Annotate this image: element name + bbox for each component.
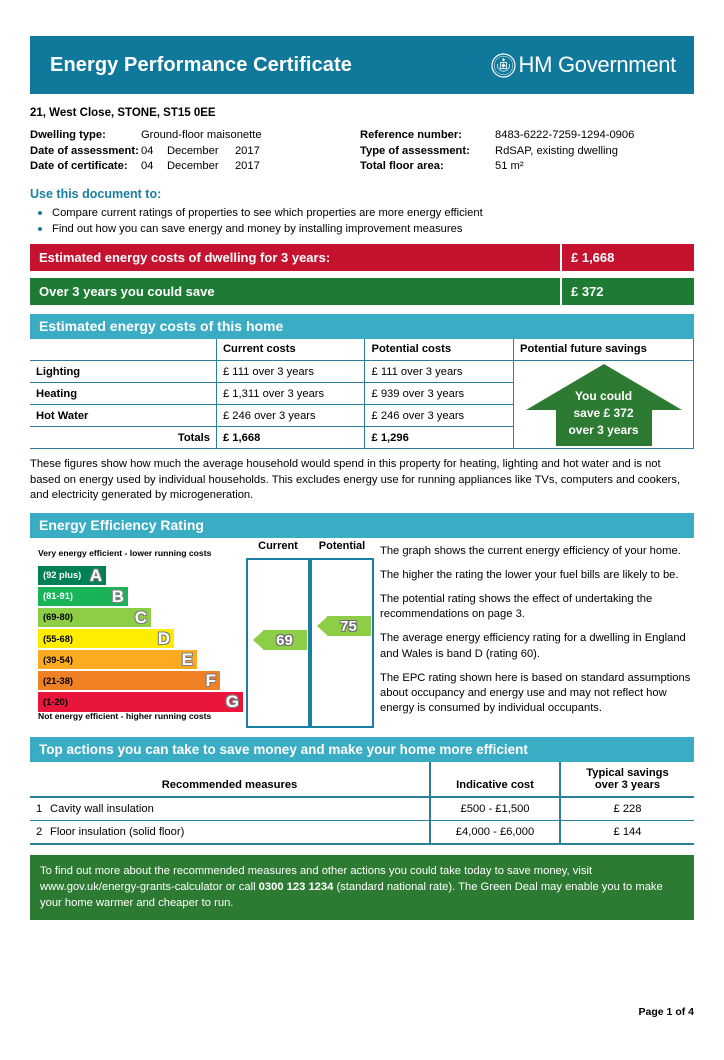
date-of-assessment-value	[141, 144, 260, 160]
assessment-month: December	[166, 144, 219, 157]
band-range-d: (55-68)	[43, 633, 73, 644]
row-label-lighting: Lighting	[30, 361, 216, 383]
row-label-heating: Heating	[30, 383, 216, 405]
recommendation-measure	[30, 820, 430, 844]
eer-explanation	[374, 540, 694, 728]
savings-line-1: You could	[574, 388, 633, 403]
total-floor-area-label: Total floor area:	[360, 160, 444, 172]
band-letter-f: F	[205, 671, 216, 691]
band-letter-a: A	[89, 565, 102, 585]
could-save-value: £ 372	[560, 278, 694, 305]
eer-paragraph: The higher the rating the lower your fuel bills are likely to be.	[380, 568, 679, 581]
estimated-cost-banner	[30, 244, 694, 271]
recommendation-savings: £ 228	[560, 797, 694, 821]
details-left-values	[141, 128, 360, 175]
band-letter-b: B	[111, 586, 124, 606]
reference-number-label: Reference number:	[360, 129, 462, 141]
eer-paragraph: The graph shows the current energy efficiency of your home.	[380, 544, 681, 557]
potential-rating-value: 75	[340, 617, 357, 635]
heating-potential-cost: £ 939 over 3 years	[365, 383, 514, 405]
rating-band-d	[38, 629, 174, 649]
hm-government-text: HM Government	[518, 52, 676, 77]
green-box-part1: To find out more about the recommended measures and other actions you could take today to save money, visit www.gov.uk/energy-grants-calculator or call	[40, 864, 593, 893]
royal-arms-crest-icon	[491, 53, 516, 78]
col-header-potential-costs: Potential costs	[365, 339, 514, 361]
rating-band-c	[38, 608, 151, 628]
band-letter-d: D	[157, 629, 170, 649]
recommendation-cost: £4,000 - £6,000	[430, 820, 560, 844]
recommendation-measure	[30, 797, 430, 821]
details-right-column	[360, 128, 634, 175]
use-document-list	[30, 205, 694, 237]
date-of-assessment-label: Date of assessment:	[30, 144, 139, 157]
col-header-blank	[30, 339, 216, 361]
row-label-hot-water: Hot Water	[30, 405, 216, 427]
eer-section	[30, 540, 694, 728]
green-box-phone: 0300 123 1234	[258, 880, 334, 893]
rating-column-headers	[246, 540, 374, 558]
certificate-day: 04	[140, 160, 154, 172]
lighting-potential-cost: £ 111 over 3 years	[365, 361, 514, 383]
band-range-a: (92 plus)	[43, 570, 82, 581]
hm-government-logo	[491, 52, 676, 78]
col-header-current-costs: Current costs	[216, 339, 365, 361]
eer-paragraph: The average energy efficiency rating for a dwelling in England and Wales is band D (rating 60).	[380, 632, 686, 660]
rating-band-g	[38, 692, 243, 712]
date-of-certificate-label: Date of certificate:	[30, 160, 128, 172]
lighting-current-cost: £ 111 over 3 years	[216, 361, 365, 383]
estimated-cost-value: £ 1,668	[560, 244, 694, 271]
green-deal-box	[30, 855, 694, 920]
col-header-potential-savings: Potential future savings	[514, 339, 694, 361]
heating-current-cost: £ 1,311 over 3 years	[216, 383, 365, 405]
details-left-column	[30, 128, 360, 175]
page-header	[30, 36, 694, 94]
hotwater-current-cost: £ 246 over 3 years	[216, 405, 365, 427]
estimated-cost-label: Estimated energy costs of dwelling for 3 years:	[30, 244, 560, 271]
property-details	[30, 128, 694, 175]
dwelling-type-value: Ground-floor maisonette	[140, 129, 262, 141]
list-item: Find out how you can save energy and money by installing improvement measures	[30, 221, 694, 237]
band-range-g: (1-20)	[43, 696, 68, 707]
current-rating-value: 69	[276, 631, 293, 649]
column-header-current: Current	[258, 539, 298, 552]
use-document-heading: Use this document to:	[30, 186, 162, 201]
savings-house-graphic	[524, 362, 684, 448]
recommendation-cost: £500 - £1,500	[430, 797, 560, 821]
column-header-potential: Potential	[318, 539, 366, 552]
band-range-b: (81-91)	[43, 591, 73, 602]
totals-label: Totals	[30, 427, 216, 449]
epc-page	[0, 36, 724, 1060]
savings-header-line2: over 3 years	[594, 778, 661, 791]
chart-caption-bottom: Not energy efficient - higher running costs	[38, 710, 212, 721]
band-letter-c: C	[134, 607, 147, 627]
green-box-part2: (standard national rate). The Green Deal may enable you to make your home warmer and cheaper to run.	[40, 880, 663, 909]
eer-section-title: Energy Efficiency Rating	[30, 513, 694, 538]
recommendations-table	[30, 762, 694, 845]
eer-chart-box	[30, 540, 374, 728]
rating-bands	[38, 566, 243, 714]
energy-costs-table	[30, 339, 694, 450]
current-rating-cell	[246, 558, 310, 728]
potential-rating-cell	[310, 558, 374, 728]
band-letter-e: E	[181, 650, 193, 670]
could-save-label: Over 3 years you could save	[30, 278, 560, 305]
band-range-c: (69-80)	[43, 612, 73, 623]
date-of-certificate-value	[141, 159, 260, 175]
rating-band-b	[38, 587, 128, 607]
costs-note: These figures show how much the average household would spend in this property for heating, lighting and hot water and is not based on energy used by individual households. This excludes energy use for running appliances like TVs, computers and cookers, and electricity generated by microgeneration.	[30, 458, 681, 501]
details-left-labels	[30, 128, 141, 175]
eer-chart	[30, 540, 374, 728]
savings-line-2: save £ 372	[573, 405, 634, 420]
recommendation-number: 1	[36, 802, 43, 815]
rating-band-f	[38, 671, 220, 691]
total-floor-area-value: 51 m²	[495, 160, 524, 172]
table-row	[30, 361, 694, 383]
property-address: 21, West Close, STONE, ST15 0EE	[30, 107, 216, 119]
list-item: Compare current ratings of properties to see which properties are more energy efficient	[30, 205, 694, 221]
band-letter-g: G	[225, 692, 239, 712]
could-save-banner	[30, 278, 694, 305]
savings-header-line1: Typical savings	[586, 766, 669, 779]
savings-house-text	[524, 388, 684, 439]
recommendations-section-title: Top actions you can take to save money and make your home more efficient	[30, 737, 694, 762]
recommendation-measure-text: Floor insulation (solid floor)	[50, 825, 185, 838]
assessment-day: 04	[140, 144, 154, 157]
col-header-measures: Recommended measures	[30, 762, 430, 797]
page-footer: Page 1 of 4	[638, 1006, 694, 1018]
dwelling-type-label: Dwelling type:	[30, 129, 106, 141]
totals-current: £ 1,668	[216, 427, 365, 449]
reference-number-value: 8483-6222-7259-1294-0906	[495, 129, 635, 141]
eer-paragraph: The potential rating shows the effect of undertaking the recommendations on page 3.	[380, 592, 653, 621]
col-header-typical-savings	[560, 762, 694, 797]
current-rating-marker	[253, 627, 307, 653]
certificate-month: December	[166, 160, 219, 172]
type-of-assessment-label: Type of assessment:	[360, 144, 470, 157]
potential-rating-marker	[317, 613, 371, 639]
table-row	[30, 797, 694, 821]
type-of-assessment-value: RdSAP, existing dwelling	[495, 144, 618, 157]
band-range-e: (39-54)	[43, 654, 73, 665]
table-header-row	[30, 339, 694, 361]
details-right-values	[495, 128, 634, 175]
band-range-f: (21-38)	[43, 675, 73, 686]
assessment-year: 2017	[234, 144, 260, 157]
totals-potential: £ 1,296	[365, 427, 514, 449]
recommendation-measure-text: Cavity wall insulation	[50, 802, 154, 815]
rating-band-a	[38, 566, 106, 586]
rating-column-body	[246, 558, 374, 728]
rating-columns	[246, 540, 374, 728]
costs-section-title: Estimated energy costs of this home	[30, 314, 694, 339]
details-right-labels	[360, 128, 495, 175]
rating-band-e	[38, 650, 197, 670]
recommendation-savings: £ 144	[560, 820, 694, 844]
col-header-indicative-cost: Indicative cost	[430, 762, 560, 797]
potential-savings-cell	[514, 361, 694, 449]
page-title: Energy Performance Certificate	[50, 53, 353, 76]
eer-paragraph: The EPC rating shown here is based on standard assumptions about occupancy and energy use and may not reflect how energy is consumed by individual occupants.	[380, 671, 691, 715]
table-row	[30, 820, 694, 844]
chart-caption-top: Very energy efficient - lower running costs	[38, 547, 212, 558]
hotwater-potential-cost: £ 246 over 3 years	[365, 405, 514, 427]
recommendation-number: 2	[36, 825, 43, 838]
table-header-row	[30, 762, 694, 797]
certificate-year: 2017	[234, 160, 260, 172]
savings-line-3: over 3 years	[568, 422, 639, 437]
